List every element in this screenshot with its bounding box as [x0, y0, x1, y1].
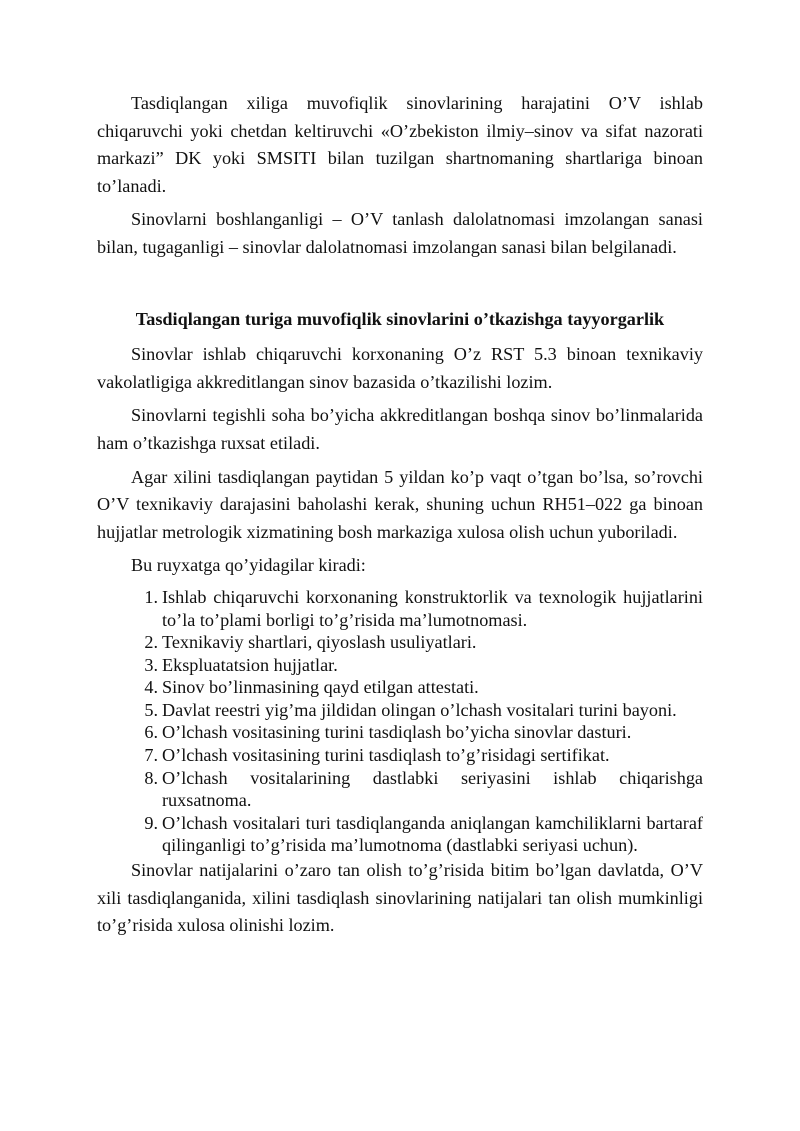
document-list: [97, 586, 703, 857]
list-item-number: 1.: [144, 586, 158, 607]
list-item: [144, 812, 703, 857]
paragraph-payment: Tasdiqlangan xiliga muvofiqlik sinovlarining harajatini O’V ishlab chiqaruvchi yoki chetdan keltiruvchi «O’zbekiston ilmiy–sinov va sifat nazorati markazi” DK yoki SMSITI bilan tuzilgan shartnomaning shartlariga binoan to’lanadi.: [97, 93, 703, 196]
list-item-text: O’lchash vositasining turini tasdiqlash bo’yicha sinovlar dasturi.: [162, 722, 632, 743]
list-item-text: O’lchash vositalarining dastlabki seriyasini ishlab chiqarishga ruxsatnoma.: [162, 767, 703, 811]
paragraph-other-units: Sinovlarni tegishli soha bo’yicha akkreditlangan boshqa sinov bo’linmalarida ham o’tkazishga ruxsat etiladi.: [97, 405, 703, 453]
list-item-text: Ekspluatatsion hujjatlar.: [162, 654, 338, 675]
list-item-text: Texnikaviy shartlari, qiyoslash usuliyatlari.: [162, 632, 477, 653]
list-item-text: Ishlab chiqaruvchi korxonaning konstruktorlik va texnologik hujjatlarini to’la to’plami borligi to’g’risida ma’lumotnomasi.: [162, 586, 703, 630]
list-item: [144, 586, 703, 631]
list-item-number: 3.: [144, 654, 158, 675]
list-item: [144, 631, 703, 654]
paragraph-mutual-recognition: Sinovlar natijalarini o’zaro tan olish to’g’risida bitim bo’lgan davlatda, O’V xili tasdiqlanganida, xilini tasdiqlash sinovlarining natijalari tan olish mumkinligi to’g’risida xulosa olinishi lozim.: [97, 860, 703, 936]
list-item-number: 4.: [144, 677, 158, 698]
list-item-number: 5.: [144, 699, 158, 720]
list-item-number: 2.: [144, 632, 158, 653]
list-item: [144, 721, 703, 744]
list-item: [144, 676, 703, 699]
paragraph-five-years: Agar xilini tasdiqlangan paytidan 5 yildan ko’p vaqt o’tgan bo’lsa, so’rovchi O’V texnikaviy darajasini baholashi kerak, shuning uchun RH51–022 ga binoan hujjatlar metrologik xizmatining bosh markaziga xulosa olish uchun yuboriladi.: [97, 466, 703, 542]
list-item-number: 9.: [144, 812, 158, 833]
list-item: [144, 654, 703, 677]
document-page: [97, 90, 703, 940]
list-item-text: Sinov bo’linmasining qayd etilgan attestati.: [162, 677, 479, 698]
paragraph-test-base: Sinovlar ishlab chiqaruvchi korxonaning O’z RST 5.3 binoan texnikaviy vakolatligiga akkreditlangan sinov bazasida o’tkazilishi lozim.: [97, 344, 703, 392]
list-item: [144, 699, 703, 722]
list-item: [144, 767, 703, 812]
list-item-number: 7.: [144, 745, 158, 766]
list-item-number: 8.: [144, 767, 158, 788]
list-item-text: O’lchash vositasining turini tasdiqlash to’g’risidagi sertifikat.: [162, 745, 610, 766]
section-heading: Tasdiqlangan turiga muvofiqlik sinovlarini o’tkazishga tayyorgarlik: [135, 308, 665, 329]
list-item-text: Davlat reestri yig’ma jildidan olingan o’lchash vositalari turini bayoni.: [162, 699, 677, 720]
paragraph-test-dates: Sinovlarni boshlanganligi – O’V tanlash dalolatnomasi imzolangan sanasi bilan, tugaganligi – sinovlar dalolatnomasi imzolangan sanasi bilan belgilanadi.: [97, 209, 703, 257]
list-item-text: O’lchash vositalari turi tasdiqlanganda aniqlangan kamchiliklarni bartaraf qilinganligi to’g’risida ma’lumotnoma (dastlabki seriyasi uchun).: [162, 812, 703, 856]
list-item-number: 6.: [144, 722, 158, 743]
paragraph-list-intro: Bu ruyxatga qo’yidagilar kiradi:: [131, 555, 366, 576]
list-item: [144, 744, 703, 767]
